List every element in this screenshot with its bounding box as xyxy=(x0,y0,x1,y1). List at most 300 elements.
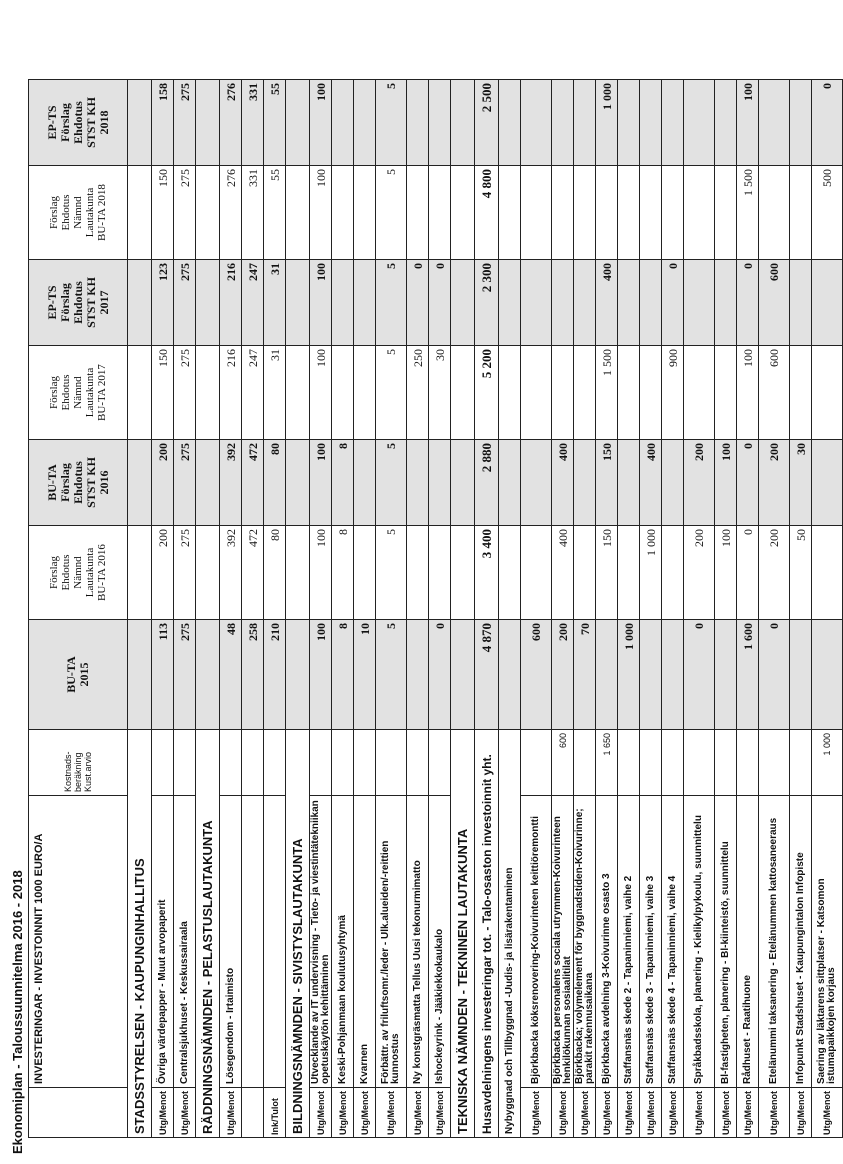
header-col-line: STST KH xyxy=(83,457,98,508)
header-col-line: Lautakunta xyxy=(84,187,96,238)
value-cell xyxy=(640,620,662,730)
value-cell xyxy=(790,346,812,440)
value-cell: 200 xyxy=(152,526,174,620)
row-kostnad xyxy=(574,730,596,796)
table-row xyxy=(521,80,552,1138)
value-cell: 150 xyxy=(596,526,618,620)
value-cell: 100 xyxy=(310,620,332,730)
value-cell xyxy=(332,260,354,346)
value-cell xyxy=(521,440,552,526)
row-type: Utg/Menot xyxy=(521,1088,552,1138)
row-kostnad xyxy=(662,730,684,796)
value-cell xyxy=(662,166,684,260)
table-row xyxy=(812,80,843,1138)
header-col-line: BU-TA xyxy=(64,656,78,693)
header-col-line: 2015 xyxy=(77,662,91,687)
row-kostnad xyxy=(759,730,790,796)
value-cell xyxy=(451,80,475,166)
header-description: INVESTERINGAR - INVESTOINNIT 1000 EURO/A xyxy=(29,796,128,1088)
value-cell xyxy=(812,260,843,346)
value-cell xyxy=(499,526,521,620)
value-cell xyxy=(499,260,521,346)
table-row xyxy=(332,80,354,1138)
table-row xyxy=(552,80,574,1138)
section-title: TEKNISKA NÄMNDEN - TEKNINEN LAUTAKUNTA xyxy=(451,730,475,1138)
value-cell xyxy=(521,526,552,620)
row-type: Ink/Tulot xyxy=(264,1088,286,1138)
section-row xyxy=(128,80,152,1138)
value-cell xyxy=(618,166,640,260)
value-cell xyxy=(128,440,152,526)
section-title: STADSSTYRELSEN - KAUPUNGINHALLITUS xyxy=(128,730,152,1138)
row-description: Björkbacka personalens sociala utrymmen-Koivurinteen henkilökunnan sosiaalitilat xyxy=(552,796,574,1088)
value-cell: 100 xyxy=(310,440,332,526)
value-cell xyxy=(684,260,715,346)
value-cell xyxy=(640,346,662,440)
value-cell: 80 xyxy=(264,440,286,526)
value-cell xyxy=(715,80,737,166)
value-cell xyxy=(354,260,376,346)
subsection-row xyxy=(499,80,521,1138)
table-row xyxy=(574,80,596,1138)
value-cell: 247 xyxy=(242,260,264,346)
row-description: Övriga värdepapper - Muut arvopaperit xyxy=(152,796,174,1088)
row-type: Utg/Menot xyxy=(376,1088,407,1138)
value-cell xyxy=(715,260,737,346)
value-cell: 100 xyxy=(737,80,759,166)
value-cell xyxy=(196,620,220,730)
value-cell xyxy=(596,620,618,730)
value-cell xyxy=(715,346,737,440)
section-row xyxy=(451,80,475,1138)
value-cell: 1 000 xyxy=(618,620,640,730)
value-cell xyxy=(429,526,451,620)
value-cell xyxy=(812,620,843,730)
value-cell xyxy=(574,440,596,526)
value-cell xyxy=(640,80,662,166)
value-cell: 331 xyxy=(242,166,264,260)
value-cell: 5 xyxy=(376,166,407,260)
row-type: Utg/Menot xyxy=(790,1088,812,1138)
header-col-line: Förslag xyxy=(57,463,72,502)
subsection-title: Nybyggnad och Tillbyggnad -Uudis- ja lisärakentaminen xyxy=(499,730,521,1138)
value-cell: 5 xyxy=(376,80,407,166)
row-description: Förbättr. av friluftsomr./leder - Ulk.alueiden/-reittien kunnostus xyxy=(376,796,407,1088)
value-cell: 2 300 xyxy=(475,260,499,346)
value-cell xyxy=(407,620,429,730)
row-kostnad xyxy=(737,730,759,796)
header-col-line: BU-TA xyxy=(44,464,59,501)
value-cell xyxy=(407,440,429,526)
value-cell xyxy=(596,166,618,260)
value-cell xyxy=(662,80,684,166)
value-cell: 200 xyxy=(684,440,715,526)
value-cell xyxy=(332,80,354,166)
row-description: Keski-Pohjanmaan koulutusyhtymä xyxy=(332,796,354,1088)
header-col-line: Förslag xyxy=(48,376,60,409)
table-row xyxy=(790,80,812,1138)
table-row xyxy=(715,80,737,1138)
value-cell: 0 xyxy=(684,620,715,730)
table-row xyxy=(618,80,640,1138)
value-cell: 5 200 xyxy=(475,346,499,440)
value-cell: 275 xyxy=(174,346,196,440)
row-type: Utg/Menot xyxy=(174,1088,196,1138)
value-cell xyxy=(662,440,684,526)
value-cell xyxy=(715,620,737,730)
value-cell xyxy=(574,346,596,440)
header-col xyxy=(29,80,128,166)
value-cell: 5 xyxy=(376,620,407,730)
header-col xyxy=(29,260,128,346)
header-col-line: Ehdotus xyxy=(60,194,72,231)
row-type: Utg/Menot xyxy=(715,1088,737,1138)
value-cell xyxy=(812,440,843,526)
value-cell xyxy=(451,346,475,440)
header-col-line: BU-TA 2017 xyxy=(96,364,108,421)
row-type: Utg/Menot xyxy=(618,1088,640,1138)
row-kostnad xyxy=(618,730,640,796)
value-cell: 4 870 xyxy=(475,620,499,730)
value-cell: 250 xyxy=(407,346,429,440)
row-kostnad xyxy=(264,730,286,796)
value-cell: 30 xyxy=(790,440,812,526)
row-description: Språkbadsskola, planering - Kielikylpykoulu, suunnittelu xyxy=(684,796,715,1088)
value-cell xyxy=(196,346,220,440)
section-title: RÄDDNINGSNÄMNDEN - PELASTUSLAUTAKUNTA xyxy=(196,730,220,1138)
value-cell: 275 xyxy=(174,526,196,620)
value-cell xyxy=(499,166,521,260)
value-cell xyxy=(521,80,552,166)
value-cell: 100 xyxy=(310,166,332,260)
value-cell: 0 xyxy=(812,80,843,166)
value-cell xyxy=(451,620,475,730)
value-cell: 113 xyxy=(152,620,174,730)
row-kostnad xyxy=(152,730,174,796)
header-col-line: Ehdotus xyxy=(60,554,72,591)
row-type: Utg/Menot xyxy=(552,1088,574,1138)
row-type: Utg/Menot xyxy=(407,1088,429,1138)
value-cell xyxy=(499,80,521,166)
value-cell: 472 xyxy=(242,440,264,526)
value-cell xyxy=(128,260,152,346)
value-cell: 8 xyxy=(332,620,354,730)
header-col-line: Nämnd xyxy=(72,556,84,589)
value-cell xyxy=(407,80,429,166)
table-row xyxy=(407,80,429,1138)
value-cell xyxy=(286,166,310,260)
value-cell xyxy=(618,526,640,620)
value-cell xyxy=(332,346,354,440)
header-col xyxy=(29,346,128,440)
value-cell: 200 xyxy=(552,620,574,730)
value-cell xyxy=(499,346,521,440)
value-cell xyxy=(499,440,521,526)
value-cell xyxy=(812,526,843,620)
row-type: Utg/Menot xyxy=(812,1088,843,1138)
row-description: Kvarnen xyxy=(354,796,376,1088)
investment-table xyxy=(28,79,843,1138)
value-cell: 0 xyxy=(737,526,759,620)
value-cell: 70 xyxy=(574,620,596,730)
table-row xyxy=(596,80,618,1138)
header-col xyxy=(29,620,128,730)
row-kostnad xyxy=(310,730,332,796)
value-cell xyxy=(662,526,684,620)
header-col-line: STST KH xyxy=(83,277,98,328)
row-type: Utg/Menot xyxy=(596,1088,618,1138)
header-row xyxy=(29,80,128,1138)
value-cell: 100 xyxy=(715,526,737,620)
value-cell: 216 xyxy=(220,346,242,440)
value-cell: 150 xyxy=(152,346,174,440)
row-description: Centralsjukhuset - Keskussairaala xyxy=(174,796,196,1088)
value-cell xyxy=(574,80,596,166)
row-kostnad xyxy=(790,730,812,796)
row-kostnad xyxy=(429,730,451,796)
row-type: Utg/Menot xyxy=(354,1088,376,1138)
value-cell: 100 xyxy=(310,80,332,166)
value-cell xyxy=(552,80,574,166)
header-col-line: Ehdotus xyxy=(70,101,85,144)
value-cell xyxy=(451,526,475,620)
row-type: Utg/Menot xyxy=(220,1088,242,1138)
value-cell xyxy=(715,166,737,260)
value-cell xyxy=(128,620,152,730)
row-kostnad xyxy=(407,730,429,796)
value-cell: 4 800 xyxy=(475,166,499,260)
value-cell xyxy=(574,260,596,346)
value-cell xyxy=(429,166,451,260)
header-blank xyxy=(29,1088,128,1138)
value-cell: 30 xyxy=(429,346,451,440)
header-col xyxy=(29,526,128,620)
value-cell xyxy=(684,346,715,440)
row-type: Utg/Menot xyxy=(332,1088,354,1138)
value-cell xyxy=(196,80,220,166)
value-cell: 55 xyxy=(264,80,286,166)
row-kostnad xyxy=(521,730,552,796)
row-type: Utg/Menot xyxy=(310,1088,332,1138)
value-cell xyxy=(618,260,640,346)
value-cell: 200 xyxy=(152,440,174,526)
value-cell xyxy=(407,166,429,260)
value-cell: 216 xyxy=(220,260,242,346)
value-cell: 1 000 xyxy=(640,526,662,620)
value-cell xyxy=(407,526,429,620)
document-title: Ekonomiplan - Taloussuunnitelma 2016 - 2018 xyxy=(10,870,25,1154)
value-cell: 5 xyxy=(376,260,407,346)
value-cell xyxy=(499,620,521,730)
value-cell: 100 xyxy=(737,346,759,440)
value-cell: 500 xyxy=(812,166,843,260)
value-cell xyxy=(662,620,684,730)
row-description: Husavdelningens investeringar tot. - Talo-osaston investoinnit yht. xyxy=(475,730,499,1138)
row-kostnad xyxy=(220,730,242,796)
header-col xyxy=(29,166,128,260)
value-cell: 1 000 xyxy=(596,80,618,166)
value-cell xyxy=(286,526,310,620)
row-type: Utg/Menot xyxy=(640,1088,662,1138)
value-cell xyxy=(640,260,662,346)
section-row xyxy=(286,80,310,1138)
header-col-line: Ehdotus xyxy=(70,461,85,504)
value-cell xyxy=(790,166,812,260)
row-description xyxy=(242,796,264,1088)
value-cell: 5 xyxy=(376,526,407,620)
value-cell xyxy=(640,166,662,260)
row-type: Utg/Menot xyxy=(737,1088,759,1138)
value-cell: 472 xyxy=(242,526,264,620)
row-type: Utg/Menot xyxy=(662,1088,684,1138)
value-cell: 0 xyxy=(759,620,790,730)
row-description: Björkbacka köksrenovering-Koivurinteen keittiöremontti xyxy=(521,796,552,1088)
row-description: Ny konstgräsmatta Tellus Uusi tekonurmimatto xyxy=(407,796,429,1088)
row-kostnad: 600 xyxy=(552,730,574,796)
value-cell xyxy=(451,166,475,260)
value-cell: 275 xyxy=(174,166,196,260)
value-cell xyxy=(429,440,451,526)
row-description: Björkbacka avdelning 3-Koivurinne osasto 3 xyxy=(596,796,618,1088)
header-col-line: BU-TA 2018 xyxy=(96,184,108,241)
value-cell xyxy=(684,166,715,260)
row-kostnad xyxy=(332,730,354,796)
row-kostnad: 1 000 xyxy=(812,730,843,796)
value-cell xyxy=(286,80,310,166)
row-description: Etelänummi taksanering - Etelänummen kattosaneeraus xyxy=(759,796,790,1088)
value-cell xyxy=(552,346,574,440)
row-description: Staffansnäs skede 4 - Tapaninniemi, vaihe 4 xyxy=(662,796,684,1088)
header-col xyxy=(29,440,128,526)
value-cell xyxy=(286,260,310,346)
value-cell xyxy=(128,346,152,440)
table-row xyxy=(684,80,715,1138)
value-cell xyxy=(332,166,354,260)
value-cell: 100 xyxy=(715,440,737,526)
header-col-line: Lautakunta xyxy=(84,367,96,418)
row-description: Ishockeyrink - Jääkiekkokaukalo xyxy=(429,796,451,1088)
value-cell: 150 xyxy=(152,166,174,260)
value-cell: 400 xyxy=(640,440,662,526)
header-kostnad xyxy=(29,730,128,796)
row-description: Bl-fastigheten, planering - Bl-kiinteistö, suunnittelu xyxy=(715,796,737,1088)
table-row xyxy=(737,80,759,1138)
table-row xyxy=(310,80,332,1138)
table-row xyxy=(429,80,451,1138)
row-description: Björkbacka; volymelement för byggnadstiden-Koivurinne; parakit rakennusaikana xyxy=(574,796,596,1088)
value-cell xyxy=(759,166,790,260)
header-col-line: EP-TS xyxy=(44,105,59,140)
value-cell xyxy=(354,440,376,526)
header-col-line: Nämnd xyxy=(72,376,84,409)
value-cell: 600 xyxy=(521,620,552,730)
value-cell: 600 xyxy=(759,260,790,346)
row-description: Saering av läktarens sittplatser - Katsomon istumapaikkojen korjaus xyxy=(812,796,843,1088)
value-cell: 55 xyxy=(264,166,286,260)
value-cell: 0 xyxy=(407,260,429,346)
row-kostnad xyxy=(376,730,407,796)
value-cell xyxy=(618,346,640,440)
header-col-line: 2016 xyxy=(96,470,111,495)
value-cell xyxy=(286,440,310,526)
value-cell: 100 xyxy=(310,346,332,440)
header-col-line: BU-TA 2016 xyxy=(96,544,108,601)
table-row xyxy=(220,80,242,1138)
header-col-line: 2017 xyxy=(96,290,111,315)
value-cell: 100 xyxy=(310,526,332,620)
value-cell: 0 xyxy=(429,620,451,730)
value-cell xyxy=(812,346,843,440)
value-cell: 400 xyxy=(552,526,574,620)
value-cell: 1 600 xyxy=(737,620,759,730)
value-cell xyxy=(128,166,152,260)
row-kostnad xyxy=(715,730,737,796)
value-cell xyxy=(128,80,152,166)
value-cell: 275 xyxy=(174,80,196,166)
value-cell xyxy=(451,440,475,526)
value-cell xyxy=(574,166,596,260)
row-type: Utg/Menot xyxy=(152,1088,174,1138)
value-cell: 3 400 xyxy=(475,526,499,620)
row-kostnad xyxy=(174,730,196,796)
value-cell: 600 xyxy=(759,346,790,440)
value-cell: 31 xyxy=(264,346,286,440)
value-cell: 80 xyxy=(264,526,286,620)
value-cell: 8 xyxy=(332,526,354,620)
value-cell: 50 xyxy=(790,526,812,620)
value-cell xyxy=(552,260,574,346)
header-kostnad-line: Kostnads- xyxy=(63,751,73,792)
value-cell xyxy=(790,80,812,166)
header-kostnad-line: beräkning xyxy=(73,752,83,792)
value-cell xyxy=(354,346,376,440)
value-cell: 2 500 xyxy=(475,80,499,166)
section-row xyxy=(196,80,220,1138)
value-cell xyxy=(429,80,451,166)
value-cell xyxy=(128,526,152,620)
header-col-line: STST KH xyxy=(83,97,98,148)
value-cell: 210 xyxy=(264,620,286,730)
row-kostnad xyxy=(242,730,264,796)
row-description xyxy=(264,796,286,1088)
header-col-line: Ehdotus xyxy=(70,281,85,324)
table-row xyxy=(640,80,662,1138)
table-row xyxy=(264,80,286,1138)
row-description: Staffansnäs skede 3 - Tapaninniemi, vaihe 3 xyxy=(640,796,662,1088)
row-description: Staffansnäs skede 2 - Tapaninniemi, vaihe 2 xyxy=(618,796,640,1088)
value-cell xyxy=(286,620,310,730)
value-cell: 31 xyxy=(264,260,286,346)
value-cell: 247 xyxy=(242,346,264,440)
header-col-line: Förslag xyxy=(48,196,60,229)
row-type: Utg/Menot xyxy=(759,1088,790,1138)
value-cell xyxy=(354,80,376,166)
section-title: BILDNINGSNÄMNDEN - SIVISTYSLAUTAKUNTA xyxy=(286,730,310,1138)
table-row xyxy=(759,80,790,1138)
value-cell: 331 xyxy=(242,80,264,166)
value-cell: 200 xyxy=(759,440,790,526)
row-type xyxy=(242,1088,264,1138)
value-cell: 0 xyxy=(662,260,684,346)
value-cell xyxy=(354,526,376,620)
value-cell: 0 xyxy=(737,440,759,526)
value-cell xyxy=(196,526,220,620)
header-col-line: Ehdotus xyxy=(60,374,72,411)
value-cell xyxy=(618,440,640,526)
value-cell xyxy=(552,166,574,260)
value-cell: 1 500 xyxy=(596,346,618,440)
row-description: Lösegendom - Irtaimisto xyxy=(220,796,242,1088)
